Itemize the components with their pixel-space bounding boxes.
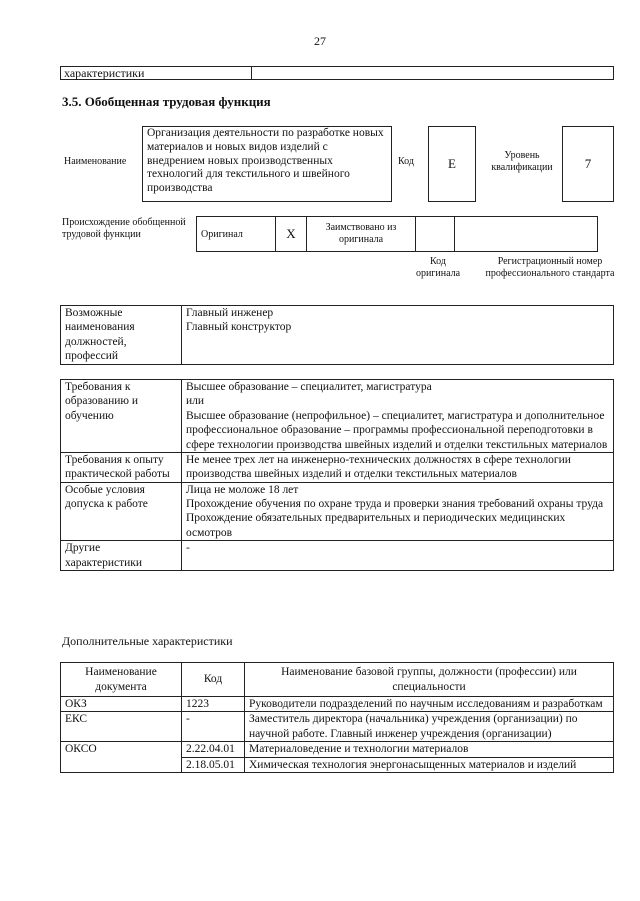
requirement-line: - (186, 542, 190, 555)
row-name: Материаловедение и технологии материалов (245, 742, 614, 757)
original-code-caption: Код оригинала (415, 256, 461, 279)
header-document: Наименование документа (61, 663, 182, 697)
position-item: Главный инженер (186, 307, 274, 319)
requirement-line: Высшее образование – специалитет, магистратура (186, 381, 432, 393)
row-code: 2.18.05.01 (182, 757, 245, 772)
requirements-table (60, 379, 614, 571)
other-values (182, 541, 614, 571)
education-values (182, 380, 614, 453)
header-code: Код (182, 663, 245, 697)
requirement-line: Лица не моложе 18 лет (186, 483, 299, 496)
row-name: Химическая технология энергонасыщенных материалов и изделий (245, 757, 614, 772)
experience-values (182, 452, 614, 482)
row-code: 1223 (182, 697, 245, 712)
header-name: Наименование базовой группы, должности (профессии) или специальности (245, 663, 614, 697)
name-label: Наименование (64, 156, 127, 167)
table-row (61, 697, 614, 712)
position-item: Главный конструктор (186, 321, 292, 334)
function-name-value: Организация деятельности по разработке новых материалов и новых видов изделий с внедрением новых производственных технологий для текстильного и швейного производства (142, 126, 392, 202)
admission-label: Особые условия допуска к работе (61, 482, 182, 541)
registration-number-cell (455, 217, 598, 252)
function-code-value: E (428, 126, 476, 202)
admission-values (182, 482, 614, 541)
borrowed-label: Заимствовано из оригинала (307, 217, 416, 252)
original-mark: X (276, 217, 307, 252)
table-row (61, 742, 614, 757)
origin-table (196, 216, 598, 252)
positions-label: Возможные наименования должностей, профессий (61, 306, 182, 365)
previous-table-remnant (60, 66, 614, 80)
requirement-line: или (186, 395, 205, 408)
row-document: ОКЗ (61, 697, 182, 712)
row-name: Заместитель директора (начальника) учреждения (организации) по научной работе. Главный инженер учреждения (организации) (245, 712, 614, 742)
row-document: ОКСО (61, 742, 182, 773)
top-strip-divider (251, 67, 252, 79)
table-row (61, 712, 614, 742)
additional-title: Дополнительные характеристики (62, 634, 233, 648)
row-name: Руководители подразделений по научным исследованиям и разработкам (245, 697, 614, 712)
row-document: ЕКС (61, 712, 182, 742)
experience-label: Требования к опыту практической работы (61, 452, 182, 482)
code-label: Код (398, 156, 414, 167)
registration-number-caption: Регистрационный номер профессионального стандарта (485, 256, 615, 279)
additional-table (60, 662, 614, 773)
requirement-line: Высшее образование (непрофильное) – специалитет, магистратура и дополнительное профессиональное образование – программы профессиональной переподготовки в сфере технологии производства швейных изделий и отделки текстильных материалов (186, 409, 608, 451)
row-code: 2.22.04.01 (182, 742, 245, 757)
requirement-line: Прохождение обучения по охране труда и проверки знания требований охраны труда (186, 498, 604, 510)
original-code-cell (416, 217, 455, 252)
top-strip-label: характеристики (64, 66, 145, 80)
positions-values (182, 306, 614, 365)
education-label: Требования к образованию и обучению (61, 380, 182, 453)
qualification-level-value: 7 (562, 126, 614, 202)
requirement-line: Прохождение обязательных предварительных и периодических медицинских осмотров (186, 512, 566, 539)
section-title: 3.5. Обобщенная трудовая функция (62, 94, 271, 109)
origin-label: Происхождение обобщенной трудовой функции (62, 217, 186, 240)
row-code: - (182, 712, 245, 742)
requirement-line: Не менее трех лет на инженерно-технических должностях в сфере технологии производства швейных изделий и отделки текстильных материалов (186, 453, 571, 481)
page-number: 27 (314, 34, 326, 48)
qualification-level-label: Уровень квалификации (491, 150, 553, 173)
other-label: Другие характеристики (61, 541, 182, 571)
positions-table (60, 305, 614, 365)
original-label: Оригинал (197, 217, 276, 252)
